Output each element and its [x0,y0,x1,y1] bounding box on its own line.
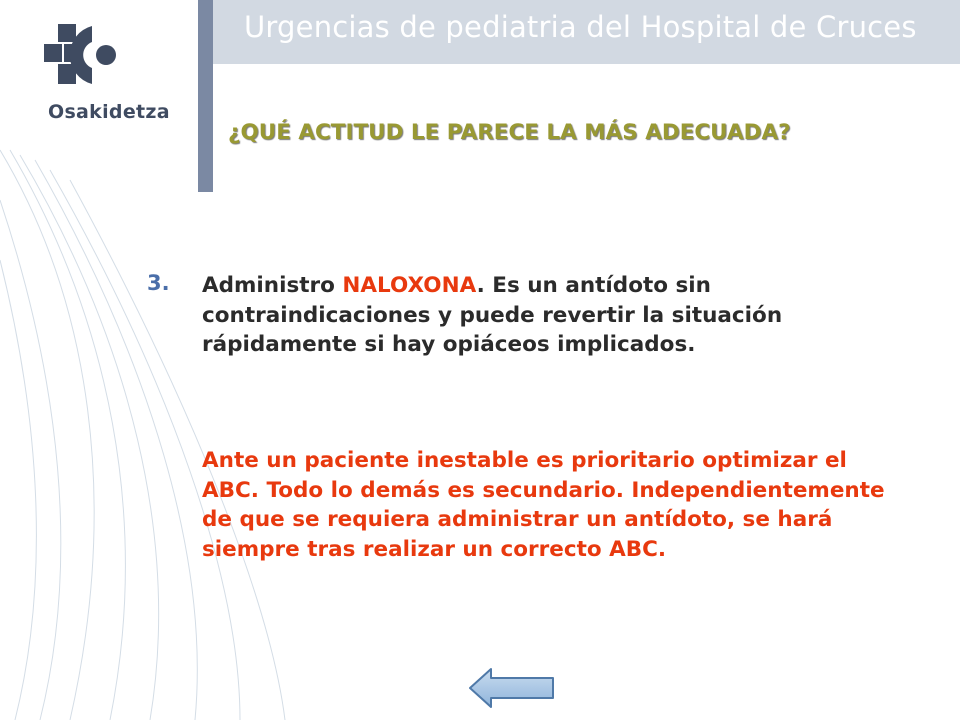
answer-number: 3. [147,271,170,295]
explanation-text: Ante un paciente inestable es prioritario optimizar el ABC. Todo lo demás es secundario. Independientemente de que se requiera administrar un antídoto, se hará siempre tras realizar un correcto ABC. [202,448,885,562]
answer-text [202,271,892,360]
question-heading: ¿QUÉ ACTITUD LE PARECE LA MÁS ADECUADA? [228,120,791,145]
brand-name: Osakidetza [48,101,170,123]
header-title: Urgencias de pediatria del Hospital de Cruces [244,10,917,44]
answer-highlight: NALOXONA [342,273,477,298]
answer-text-before: Administro [202,273,343,298]
left-arrow-icon [470,669,553,707]
answer-text-after: . Es un antídoto sin contraindicaciones y puede revertir la situación rápidamente si hay opiáceos implicados. [202,273,783,357]
back-button[interactable] [467,666,557,710]
osakidetza-logo-icon [44,24,124,88]
vertical-accent-bar [198,0,213,192]
